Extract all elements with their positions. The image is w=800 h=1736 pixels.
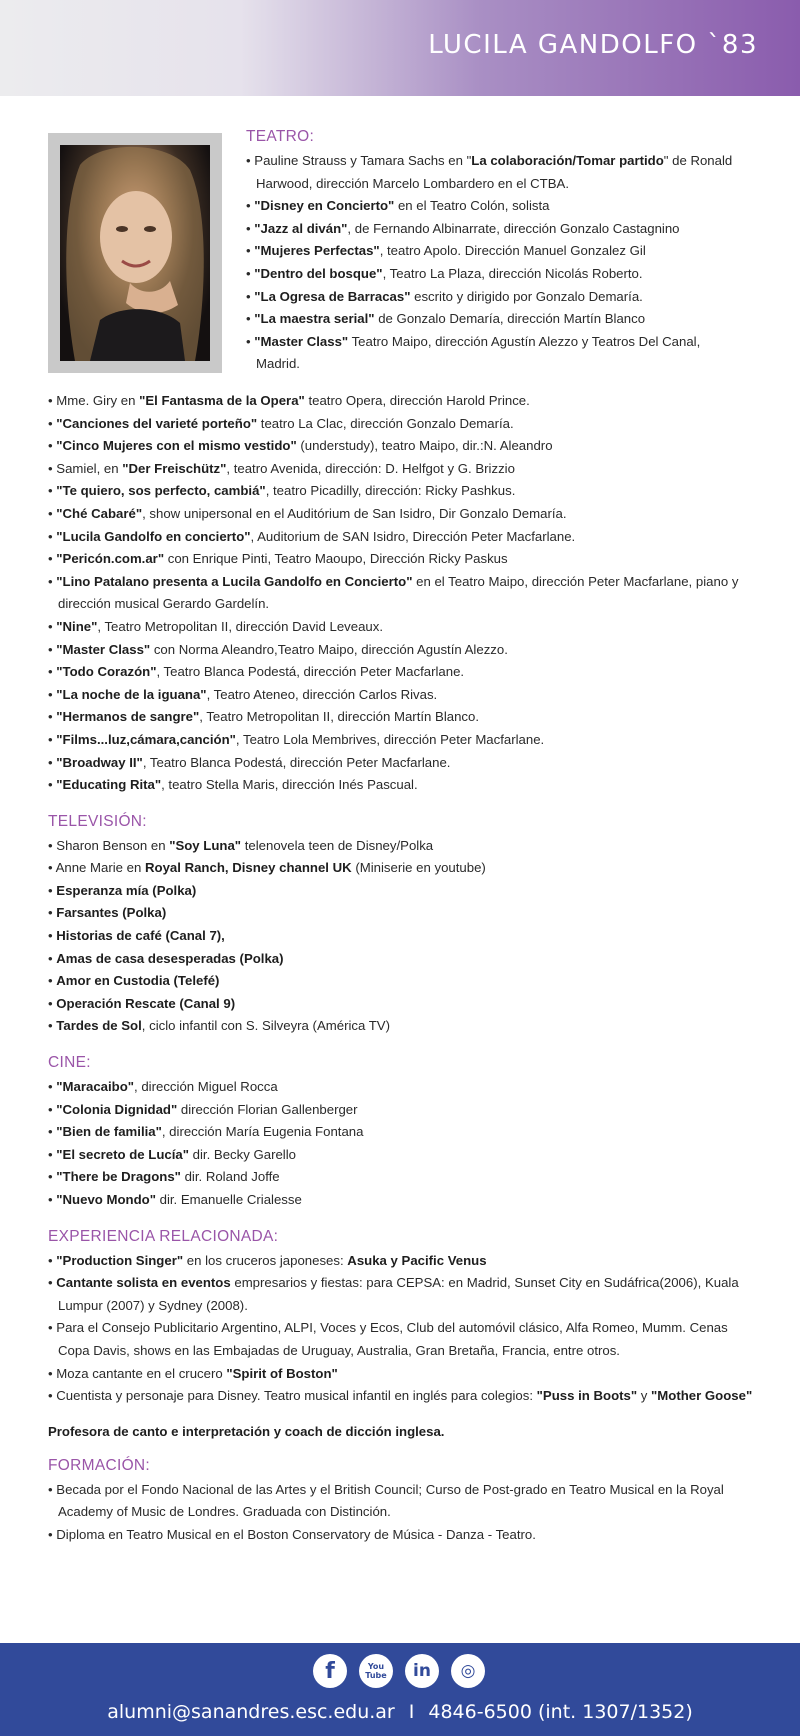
item-title: "Todo Corazón"	[56, 664, 157, 680]
item-title: Royal Ranch, Disney channel UK	[145, 860, 352, 876]
item-title: "La Ogresa de Barracas"	[254, 288, 411, 304]
contact-email[interactable]: alumni@sanandres.esc.edu.ar	[107, 1701, 395, 1723]
teatro-title: TEATRO:	[246, 128, 315, 145]
list-item	[48, 902, 754, 925]
item-title: Amas de casa desesperadas (Polka)	[56, 950, 284, 966]
item-text: Moza cantante en el crucero	[56, 1365, 227, 1381]
television-title: TELEVISIÓN:	[48, 812, 147, 830]
teaching-note: Profesora de canto e interpretación y coach de dicción inglesa.	[48, 1423, 445, 1439]
list-item	[246, 286, 746, 309]
list-item	[48, 1076, 754, 1099]
page-header	[0, 0, 800, 96]
item-text: Cuentista y personaje para Disney. Teatro musical infantil en inglés para colegios:	[56, 1388, 537, 1404]
list-item	[48, 752, 754, 775]
item-title: "Pericón.com.ar"	[56, 551, 165, 567]
item-text: Diploma en Teatro Musical en el Boston Conservatory de Música - Danza - Teatro.	[56, 1526, 536, 1542]
list-item	[48, 616, 754, 639]
item-title: Farsantes (Polka)	[56, 905, 167, 921]
item-title: "Disney en Concierto"	[254, 198, 395, 214]
item-title: "Maracaibo"	[56, 1079, 135, 1095]
list-item	[48, 835, 754, 858]
item-text: , dirección María Eugenia Fontana	[161, 1124, 364, 1140]
item-text: Anne Marie en	[55, 860, 145, 876]
item-text: , de Fernando Albinarrate, dirección Gonzalo Castagnino	[347, 220, 680, 236]
list-item	[48, 774, 754, 797]
item-title: "Soy Luna"	[169, 837, 242, 853]
cine-list	[48, 1076, 754, 1212]
item-title: Operación Rescate (Canal 9)	[56, 995, 236, 1011]
item-text: Samiel, en	[56, 460, 123, 476]
list-item	[246, 331, 746, 376]
item-title: Amor en Custodia (Telefé)	[56, 973, 220, 989]
item-text: dirección Florian Gallenberger	[177, 1101, 358, 1117]
item-title: "Colonia Dignidad"	[56, 1101, 178, 1117]
item-title: "Educating Rita"	[56, 777, 162, 793]
television-list	[48, 835, 754, 1038]
item-title: "Ché Cabaré"	[56, 505, 143, 521]
item-title: "Films...luz,cámara,canción"	[56, 731, 236, 747]
item-text: , teatro Avenida, dirección: D. Helfgot y G. Brizzio	[226, 460, 515, 476]
contact-phone: 4846-6500 (int. 1307/1352)	[428, 1701, 693, 1723]
item-title: "Puss in Boots"	[536, 1388, 638, 1404]
item-title: "Te quiero, sos perfecto, cambiá"	[56, 483, 266, 499]
list-item	[48, 639, 754, 662]
item-title: Esperanza mía (Polka)	[56, 882, 197, 898]
list-item	[48, 1385, 754, 1408]
item-title: "There be Dragons"	[56, 1169, 181, 1185]
item-text: , Teatro Blanca Podestá, dirección Peter Macfarlane.	[156, 664, 465, 680]
item-text: , Teatro Blanca Podestá, dirección Peter Macfarlane.	[142, 754, 451, 770]
item-text: teatro La Clac, dirección Gonzalo Demaría.	[257, 415, 514, 431]
linkedin-icon[interactable]: in	[405, 1654, 439, 1688]
list-item	[48, 661, 754, 684]
list-item	[48, 571, 754, 616]
contact-separator: I	[408, 1701, 415, 1723]
list-item	[246, 308, 746, 331]
item-text: con Enrique Pinti, Teatro Maoupo, Dirección Ricky Paskus	[164, 551, 508, 567]
facebook-icon[interactable]: f	[313, 1654, 347, 1688]
main-content	[48, 390, 754, 1547]
item-text: , teatro Picadilly, dirección: Ricky Pashkus.	[265, 483, 516, 499]
list-item	[48, 857, 754, 880]
list-item	[48, 993, 754, 1016]
item-title: "Mujeres Perfectas"	[254, 243, 380, 259]
item-text: Teatro Maipo, dirección Agustín Alezzo y Teatros Del Canal, Madrid.	[256, 333, 701, 372]
item-text: , teatro Apolo. Dirección Manuel Gonzalez Gil	[379, 243, 646, 259]
item-title: "Hermanos de sangre"	[56, 709, 200, 725]
item-title: "Spirit of Boston"	[226, 1365, 338, 1381]
item-text: (Miniserie en youtube)	[351, 860, 486, 876]
item-text: de Gonzalo Demaría, dirección Martín Blanco	[374, 311, 646, 327]
item-title: "El secreto de Lucía"	[56, 1146, 189, 1162]
page-title: LUCILA GANDOLFO `83	[428, 30, 758, 60]
list-item	[48, 526, 754, 549]
item-title: "Dentro del bosque"	[254, 265, 383, 281]
list-item	[48, 390, 754, 413]
item-text: , dirección Miguel Rocca	[134, 1079, 278, 1095]
item-text: , ciclo infantil con S. Silveyra (América TV)	[141, 1018, 390, 1034]
item-text: Becada por el Fondo Nacional de las Artes y el British Council; Curso de Post-grado en Teatro Musical en la Royal Academy of Music de Londres. Graduada con Distinción.	[56, 1481, 724, 1520]
list-item	[48, 925, 754, 948]
item-title: "Master Class"	[56, 641, 151, 657]
experiencia-list	[48, 1250, 754, 1408]
item-title: "Lucila Gandolfo en concierto"	[56, 528, 251, 544]
formacion-list	[48, 1479, 754, 1547]
item-text: , teatro Stella Maris, dirección Inés Pascual.	[161, 777, 418, 793]
list-item	[246, 150, 746, 195]
item-text: , Teatro La Plaza, dirección Nicolás Roberto.	[382, 265, 643, 281]
item-title: "Nine"	[56, 618, 98, 634]
item-text: , Auditorium de SAN Isidro, Dirección Peter Macfarlane.	[250, 528, 576, 544]
item-title: "Master Class"	[254, 333, 349, 349]
item-title: "El Fantasma de la Opera"	[139, 393, 305, 408]
item-text: (understudy), teatro Maipo, dir.:N. Aleandro	[296, 438, 553, 454]
list-item	[48, 548, 754, 571]
item-text: " de Ronald Harwood, dirección Marcelo Lombardero en el CTBA.	[256, 153, 733, 191]
list-item	[48, 1250, 754, 1273]
item-text: con Norma Aleandro,Teatro Maipo, dirección Agustín Alezzo.	[150, 641, 508, 657]
item-text: escrito y dirigido por Gonzalo Demaría.	[410, 288, 643, 304]
item-text: , show unipersonal en el Auditórium de San Isidro, Dir Gonzalo Demaría.	[142, 505, 567, 521]
list-item	[48, 1144, 754, 1167]
item-text: , Teatro Lola Membrives, dirección Peter Macfarlane.	[235, 731, 545, 747]
list-item	[246, 263, 746, 286]
item-title: "Bien de familia"	[56, 1124, 162, 1140]
social-links	[313, 1654, 485, 1688]
item-title: La colaboración/Tomar partido	[471, 153, 664, 168]
item-text: Para el Consejo Publicitario Argentino, ALPI, Voces y Ecos, Club del automóvil clásico, Alfa Romeo, Mumm. Cenas Copa Davis, shows en las Embajadas de Uruguay, Australia, Gran Bretaña, Francia, entre otros.	[56, 1320, 728, 1358]
list-item	[48, 1166, 754, 1189]
list-item	[48, 684, 754, 707]
item-title: "La maestra serial"	[254, 311, 375, 327]
list-item	[48, 706, 754, 729]
list-item	[48, 1099, 754, 1122]
list-item	[48, 729, 754, 752]
portrait-photo	[60, 145, 210, 361]
item-text: dir. Emanuelle Crialesse	[155, 1192, 302, 1207]
list-item	[48, 1524, 754, 1547]
item-title: "Mother Goose"	[651, 1388, 753, 1404]
list-item	[48, 948, 754, 971]
list-item	[48, 880, 754, 903]
list-item	[48, 1363, 754, 1386]
item-text: y	[637, 1388, 652, 1404]
cine-title: CINE:	[48, 1054, 91, 1072]
list-item	[48, 435, 754, 458]
instagram-icon[interactable]: ◎	[451, 1654, 485, 1688]
item-text: , Teatro Metropolitan II, dirección Martín Blanco.	[199, 709, 480, 725]
item-text: en los cruceros japoneses:	[183, 1252, 348, 1268]
item-title: "Lino Patalano presenta a Lucila Gandolfo en Concierto"	[56, 573, 413, 589]
item-title: "La noche de la iguana"	[56, 686, 207, 702]
item-title: "Production Singer"	[56, 1252, 184, 1268]
list-item	[48, 1121, 754, 1144]
list-item	[48, 480, 754, 503]
list-item	[48, 970, 754, 993]
item-text: telenovela teen de Disney/Polka	[241, 837, 434, 853]
item-title: "Jazz al diván"	[254, 220, 348, 236]
item-text: teatro Opera, dirección Harold Prince.	[304, 393, 530, 408]
item-text: , Teatro Metropolitan II, dirección David Leveaux.	[97, 618, 384, 634]
item-title: Cantante solista en eventos	[56, 1275, 231, 1291]
list-item	[48, 458, 754, 481]
item-text: empresarios y fiestas: para CEPSA: en Madrid, Sunset City en Sudáfrica(2006), Kuala Lumpur (2007) y Sydney (2008).	[58, 1275, 739, 1313]
item-text: en el Teatro Maipo, dirección Peter Macfarlane, piano y dirección musical Gerardo Gardelín.	[58, 573, 739, 612]
footer	[0, 1643, 800, 1736]
list-item	[48, 1317, 754, 1362]
item-text: dir. Becky Garello	[189, 1146, 297, 1162]
teatro-list	[48, 390, 754, 797]
item-text: dir. Roland Joffe	[180, 1169, 280, 1185]
list-item	[48, 1015, 754, 1038]
item-text: Pauline Strauss y Tamara Sachs en "	[254, 153, 472, 168]
list-item	[246, 218, 746, 241]
formacion-title: FORMACIÓN:	[48, 1456, 151, 1474]
item-text: Sharon Benson en	[56, 837, 170, 853]
list-item	[48, 1189, 754, 1212]
item-title: "Broadway II"	[56, 754, 143, 770]
item-title: "Cinco Mujeres con el mismo vestido"	[56, 438, 297, 454]
teatro-list-top	[246, 150, 746, 376]
contact-line	[0, 1701, 800, 1723]
item-title: "Nuevo Mondo"	[56, 1192, 156, 1207]
item-title: Asuka y Pacific Venus	[347, 1252, 487, 1268]
list-item	[48, 503, 754, 526]
item-text: Mme. Giry en	[56, 393, 140, 408]
list-item	[48, 1479, 754, 1524]
teatro-section-top	[246, 128, 746, 376]
item-text: en el Teatro Colón, solista	[394, 198, 550, 214]
list-item	[246, 195, 746, 218]
portrait-frame	[48, 133, 222, 373]
list-item	[48, 413, 754, 436]
youtube-icon[interactable]: You Tube	[359, 1654, 393, 1688]
list-item	[48, 1272, 754, 1317]
item-title: "Der Freischütz"	[122, 460, 227, 476]
list-item	[246, 240, 746, 263]
item-title: Historias de café (Canal 7),	[56, 928, 225, 944]
experiencia-title: EXPERIENCIA RELACIONADA:	[48, 1227, 279, 1245]
item-title: Tardes de Sol	[56, 1018, 142, 1034]
item-title: "Canciones del varieté porteño"	[56, 415, 258, 431]
item-text: , Teatro Ateneo, dirección Carlos Rivas.	[206, 686, 438, 702]
